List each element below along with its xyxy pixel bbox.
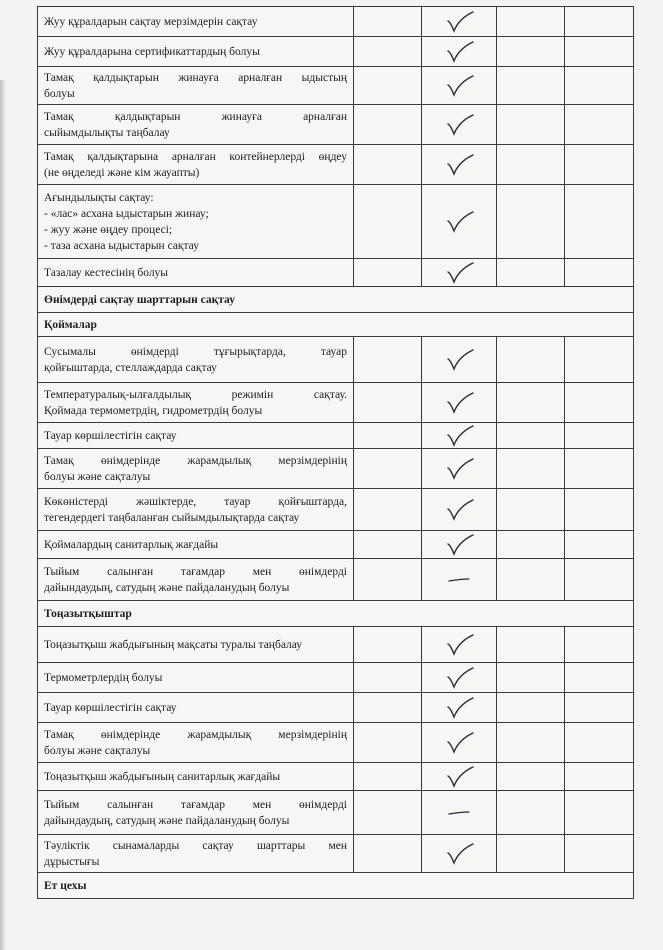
criterion-line: Температуралық-ылғалдылық режимін сақтау.: [44, 388, 347, 401]
mark-cell-col-2: [422, 67, 497, 105]
mark-cell-col-2: [422, 663, 497, 693]
subsection-header-row: [38, 873, 634, 899]
mark-cell-col-1: [354, 37, 422, 67]
checkmark-icon: [442, 666, 476, 690]
mark-cell-col-2: [422, 105, 497, 145]
mark-cell-col-1: [354, 449, 422, 489]
mark-cell-col-3: [497, 489, 565, 531]
mark-cell-col-4: [565, 723, 634, 763]
criterion-line: болуы: [44, 87, 75, 100]
checklist-row: [38, 489, 634, 531]
subsection-header-row: [38, 313, 634, 337]
mark-cell-col-2: [422, 259, 497, 287]
checklist-row: [38, 763, 634, 791]
criterion-text: [38, 791, 354, 835]
criterion-line: Тамақ өнімдерінде жарамдылық мерзімдерінің: [44, 728, 347, 741]
criterion-line: дайындаудың, сатудың және пайдаланудың болуы: [44, 814, 290, 827]
mark-cell-col-2: [422, 531, 497, 559]
criterion-line: - жуу және өңдеу процесі;: [44, 223, 173, 236]
mark-cell-col-2: [422, 627, 497, 663]
mark-cell-col-4: [565, 145, 634, 185]
mark-cell-col-3: [497, 37, 565, 67]
criterion-line: Көкөністерді жәшіктерде, тауар қойғыштарда,: [44, 495, 347, 508]
mark-cell-col-1: [354, 627, 422, 663]
mark-cell-col-4: [565, 835, 634, 873]
criterion-text: [38, 259, 354, 287]
criterion-text: [38, 835, 354, 873]
checklist-row: [38, 145, 634, 185]
mark-cell-col-1: [354, 693, 422, 723]
checklist-row: [38, 67, 634, 105]
mark-cell-col-3: [497, 105, 565, 145]
section-header-row: [38, 287, 634, 313]
mark-cell-col-1: [354, 663, 422, 693]
criterion-text: [38, 449, 354, 489]
checklist-row: [38, 449, 634, 489]
mark-cell-col-2: [422, 7, 497, 37]
mark-cell-col-4: [565, 763, 634, 791]
mark-cell-col-4: [565, 67, 634, 105]
mark-cell-col-4: [565, 791, 634, 835]
criterion-line: Тамақ қалдықтарын жинауға арналған ыдыстың: [44, 71, 347, 84]
checklist-row: [38, 7, 634, 37]
criterion-line: дайындаудың, сатудың және пайдаланудың болуы: [44, 581, 290, 594]
criterion-line: Тамақ қалдықтарын жинауға арналған: [44, 110, 347, 123]
mark-cell-col-4: [565, 449, 634, 489]
checkmark-icon: [442, 498, 476, 522]
checkmark-icon: [442, 74, 476, 98]
checkmark-icon: [442, 457, 476, 481]
criterion-line: - таза асхана ыдыстарын сақтау: [44, 239, 199, 252]
mark-cell-col-3: [497, 337, 565, 383]
mark-cell-col-1: [354, 259, 422, 287]
criterion-line: Тамақ қалдықтарына арналған контейнерлерді өңдеу: [44, 150, 347, 163]
mark-cell-col-1: [354, 67, 422, 105]
mark-cell-col-3: [497, 791, 565, 835]
mark-cell-col-3: [497, 383, 565, 423]
criterion-text: [38, 145, 354, 185]
criterion-line: (не өңделеді және кім жауапты): [44, 166, 200, 179]
mark-cell-col-2: [422, 185, 497, 259]
mark-cell-col-2: [422, 693, 497, 723]
mark-cell-col-2: [422, 337, 497, 383]
mark-cell-col-3: [497, 723, 565, 763]
mark-cell-col-3: [497, 7, 565, 37]
criterion-line: Сусымалы өнімдерді тұғырықтарда, тауар: [44, 345, 347, 358]
subsection-header-row: [38, 601, 634, 627]
criterion-text: [38, 7, 354, 37]
subsection-title: Ет цехы: [38, 873, 634, 899]
checkmark-icon: [442, 633, 476, 657]
checklist-row: [38, 37, 634, 67]
mark-cell-col-3: [497, 627, 565, 663]
criterion-text: [38, 663, 354, 693]
mark-cell-col-1: [354, 531, 422, 559]
criterion-line: - «лас» асхана ыдыстарын жинау;: [44, 207, 209, 220]
mark-cell-col-3: [497, 423, 565, 449]
mark-cell-col-1: [354, 423, 422, 449]
criterion-line: Тауар көршілестігін сақтау: [44, 701, 177, 714]
criterion-text: [38, 185, 354, 259]
dash-mark-icon: [444, 807, 474, 819]
checklist-row: [38, 259, 634, 287]
mark-cell-col-1: [354, 723, 422, 763]
checkmark-icon: [442, 261, 476, 285]
criterion-line: Термометрлердің болуы: [44, 671, 163, 684]
subsection-title: Қоймалар: [38, 313, 634, 337]
mark-cell-col-4: [565, 259, 634, 287]
criterion-text: [38, 763, 354, 791]
mark-cell-col-1: [354, 835, 422, 873]
criterion-line: Жуу құралдарын сақтау мерзімдерін сақтау: [44, 15, 258, 28]
checkmark-icon: [442, 533, 476, 557]
criterion-text: [38, 723, 354, 763]
mark-cell-col-4: [565, 383, 634, 423]
criterion-text: [38, 627, 354, 663]
mark-cell-col-4: [565, 7, 634, 37]
criterion-line: Жуу құралдарына сертификаттардың болуы: [44, 45, 260, 58]
checklist-row: [38, 423, 634, 449]
mark-cell-col-4: [565, 693, 634, 723]
mark-cell-col-3: [497, 693, 565, 723]
mark-cell-col-4: [565, 489, 634, 531]
mark-cell-col-3: [497, 185, 565, 259]
subsection-title: Тоңазытқыштар: [38, 601, 634, 627]
checkmark-icon: [442, 210, 476, 234]
mark-cell-col-3: [497, 449, 565, 489]
criterion-text: [38, 337, 354, 383]
criterion-line: тегендердегі таңбаланған сыйымдылықтарда сақтау: [44, 511, 300, 524]
mark-cell-col-2: [422, 449, 497, 489]
checklist-row: [38, 723, 634, 763]
mark-cell-col-2: [422, 723, 497, 763]
mark-cell-col-2: [422, 559, 497, 601]
mark-cell-col-3: [497, 763, 565, 791]
criterion-text: [38, 489, 354, 531]
mark-cell-col-1: [354, 145, 422, 185]
checklist-row: [38, 185, 634, 259]
mark-cell-col-3: [497, 835, 565, 873]
mark-cell-col-4: [565, 37, 634, 67]
page-edge-shadow: [0, 80, 6, 950]
checklist-row: [38, 693, 634, 723]
criterion-line: Ағындылықты сақтау:: [44, 191, 154, 204]
mark-cell-col-1: [354, 7, 422, 37]
checklist-row: [38, 627, 634, 663]
criterion-line: Қоймада термометрдің, гидрометрдің болуы: [44, 404, 263, 417]
criterion-text: [38, 423, 354, 449]
mark-cell-col-4: [565, 185, 634, 259]
checklist-row: [38, 337, 634, 383]
mark-cell-col-1: [354, 185, 422, 259]
criterion-line: Тамақ өнімдерінде жарамдылық мерзімдерінің: [44, 454, 347, 467]
criterion-text: [38, 559, 354, 601]
mark-cell-col-4: [565, 105, 634, 145]
criterion-line: Тоңазытқыш жабдығының мақсаты туралы таңбалау: [44, 638, 303, 651]
mark-cell-col-4: [565, 337, 634, 383]
mark-cell-col-3: [497, 663, 565, 693]
checkmark-icon: [442, 765, 476, 789]
checklist-row: [38, 105, 634, 145]
criterion-line: болуы және сақталуы: [44, 744, 151, 757]
criterion-text: [38, 531, 354, 559]
criterion-line: Тәуліктік сынамаларды сақтау шарттары мен: [44, 839, 347, 852]
mark-cell-col-3: [497, 67, 565, 105]
mark-cell-col-1: [354, 791, 422, 835]
criterion-text: [38, 383, 354, 423]
checklist-row: [38, 531, 634, 559]
criterion-line: Тауар көршілестігін сақтау: [44, 429, 177, 442]
criterion-text: [38, 693, 354, 723]
checkmark-icon: [442, 391, 476, 415]
checkmark-icon: [442, 10, 476, 34]
mark-cell-col-2: [422, 37, 497, 67]
criterion-text: [38, 67, 354, 105]
checkmark-icon: [442, 348, 476, 372]
mark-cell-col-2: [422, 383, 497, 423]
checklist-row: [38, 663, 634, 693]
checklist-row: [38, 559, 634, 601]
mark-cell-col-2: [422, 423, 497, 449]
mark-cell-col-1: [354, 489, 422, 531]
mark-cell-col-3: [497, 559, 565, 601]
mark-cell-col-2: [422, 145, 497, 185]
dash-mark-icon: [444, 574, 474, 586]
mark-cell-col-1: [354, 763, 422, 791]
mark-cell-col-2: [422, 763, 497, 791]
inspection-checklist-table: [37, 6, 634, 899]
mark-cell-col-1: [354, 559, 422, 601]
checkmark-icon: [442, 40, 476, 64]
criterion-line: Қоймалардың санитарлық жағдайы: [44, 538, 219, 551]
criterion-line: болуы және сақталуы: [44, 470, 151, 483]
criterion-line: Тыйым салынған тағамдар мен өнімдерді: [44, 565, 347, 578]
checklist-row: [38, 383, 634, 423]
mark-cell-col-2: [422, 791, 497, 835]
mark-cell-col-4: [565, 559, 634, 601]
mark-cell-col-1: [354, 105, 422, 145]
criterion-line: дұрыстығы: [44, 855, 100, 868]
mark-cell-col-4: [565, 663, 634, 693]
mark-cell-col-4: [565, 423, 634, 449]
checkmark-icon: [442, 153, 476, 177]
checkmark-icon: [442, 424, 476, 448]
criterion-text: [38, 105, 354, 145]
mark-cell-col-2: [422, 835, 497, 873]
mark-cell-col-2: [422, 489, 497, 531]
checklist-row: [38, 791, 634, 835]
mark-cell-col-3: [497, 259, 565, 287]
criterion-line: Тоңазытқыш жабдығының санитарлық жағдайы: [44, 770, 281, 783]
checkmark-icon: [442, 696, 476, 720]
mark-cell-col-1: [354, 383, 422, 423]
criterion-text: [38, 37, 354, 67]
criterion-line: сыйымдылықты таңбалау: [44, 126, 170, 139]
criterion-line: Тыйым салынған тағамдар мен өнімдерді: [44, 798, 347, 811]
checkmark-icon: [442, 731, 476, 755]
criterion-line: қойғыштарда, стеллаждарда сақтау: [44, 361, 217, 374]
checkmark-icon: [442, 842, 476, 866]
section-title: Өнімдерді сақтау шарттарын сақтау: [38, 287, 634, 313]
mark-cell-col-3: [497, 531, 565, 559]
mark-cell-col-4: [565, 531, 634, 559]
criterion-line: Тазалау кестесінің болуы: [44, 266, 169, 279]
mark-cell-col-3: [497, 145, 565, 185]
mark-cell-col-1: [354, 337, 422, 383]
mark-cell-col-4: [565, 627, 634, 663]
checklist-row: [38, 835, 634, 873]
checkmark-icon: [442, 113, 476, 137]
